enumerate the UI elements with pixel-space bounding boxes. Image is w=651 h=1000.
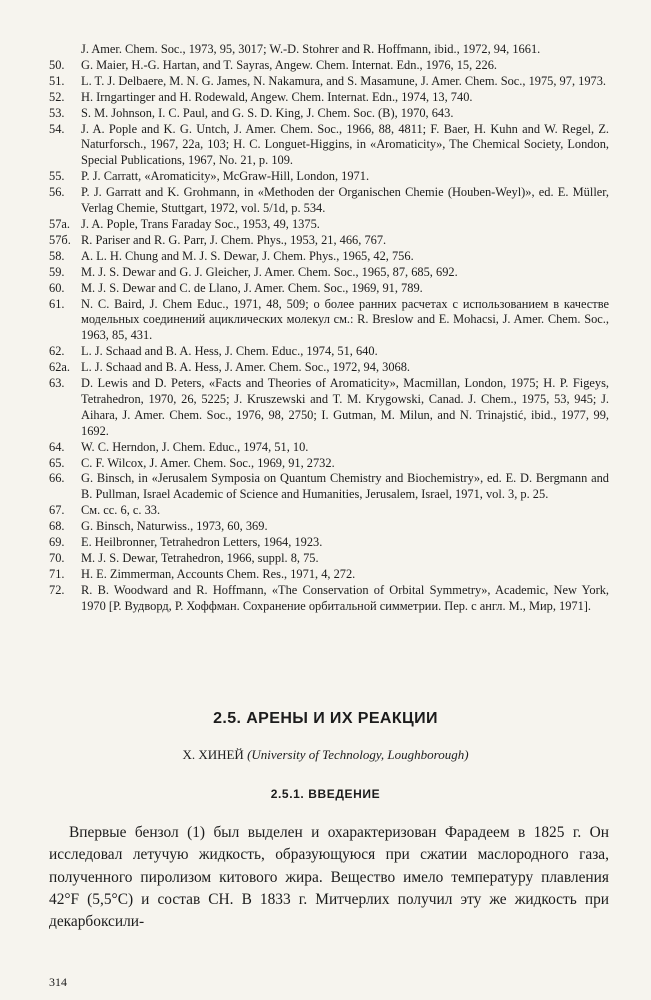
reference-number: 62.	[49, 344, 65, 359]
reference-text: H. E. Zimmerman, Accounts Chem. Res., 1971, 4, 272.	[81, 566, 356, 581]
reference-text: H. Irngartinger and H. Rodewald, Angew. Chem. Internat. Edn., 1974, 13, 740.	[81, 89, 473, 104]
reference-number	[49, 42, 81, 58]
reference-item	[49, 583, 609, 615]
reference-item	[49, 217, 609, 233]
reference-item	[49, 249, 609, 265]
reference-text: W. C. Herndon, J. Chem. Educ., 1974, 51, 10.	[81, 439, 309, 454]
reference-text: C. F. Wilcox, J. Amer. Chem. Soc., 1969, 91, 2732.	[81, 455, 335, 470]
reference-text: S. M. Johnson, I. C. Paul, and G. S. D. King, J. Chem. Soc. (B), 1970, 643.	[81, 105, 454, 120]
reference-item	[49, 471, 609, 503]
reference-item	[49, 185, 609, 217]
reference-number: 64.	[49, 439, 65, 454]
reference-number: 55.	[49, 169, 65, 184]
reference-text: G. Binsch, Naturwiss., 1973, 60, 369.	[81, 519, 268, 534]
reference-number: 50.	[49, 57, 65, 72]
section-title: 2.5. АРЕНЫ И ИХ РЕАКЦИИ	[213, 710, 438, 727]
reference-number: 60.	[49, 280, 65, 295]
reference-number: 54.	[49, 121, 65, 136]
reference-text: P. J. Garratt and K. Grohmann, in «Methoden der Organischen Chemie (Houben-Weyl)», ed. E. Müller, Verlag Chemie, Stuttgart, 1972, vol. 5/1d, p. 534.	[81, 185, 609, 216]
reference-text: M. J. S. Dewar and G. J. Gleicher, J. Amer. Chem. Soc., 1965, 87, 685, 692.	[81, 264, 458, 279]
author-line	[0, 747, 651, 763]
reference-number: 51.	[49, 73, 65, 88]
reference-text: L. J. Schaad and B. A. Hess, J. Chem. Educ., 1974, 51, 640.	[81, 344, 378, 359]
reference-list	[49, 42, 609, 615]
reference-item	[49, 106, 609, 122]
reference-text: G. Binsch, in «Jerusalem Symposia on Quantum Chemistry and Biochemistry», ed. E. D. Bergmann and B. Pullman, Israel Academic of Science and Humanities, Jerusalem, Israel, 1971, vol. 3, p. 25.	[81, 471, 609, 502]
reference-item	[49, 535, 609, 551]
reference-text: A. L. H. Chung and M. J. S. Dewar, J. Chem. Phys., 1965, 42, 756.	[81, 248, 414, 263]
reference-number: 57a.	[49, 216, 70, 231]
reference-item	[49, 122, 609, 170]
reference-number: 52.	[49, 89, 65, 104]
reference-number: 72.	[49, 582, 65, 597]
reference-item	[49, 360, 609, 376]
reference-item	[49, 440, 609, 456]
reference-number: 67.	[49, 503, 65, 518]
reference-number: 68.	[49, 519, 65, 534]
reference-text: См. сс. 6, с. 33.	[81, 503, 161, 518]
reference-number: 65.	[49, 455, 65, 470]
reference-item	[49, 376, 609, 440]
reference-item	[49, 58, 609, 74]
author-name: Х. ХИНЕЙ	[182, 747, 244, 762]
reference-text: M. J. S. Dewar and C. de Llano, J. Amer. Chem. Soc., 1969, 91, 789.	[81, 280, 423, 295]
reference-text: E. Heilbronner, Tetrahedron Letters, 1964, 1923.	[81, 535, 323, 550]
reference-text: R. B. Woodward and R. Hoffmann, «The Conservation of Orbital Symmetry», Academic, New York, 1970 [Р. Вудворд, Р. Хоффман. Сохранение орбитальной симметрии. Пер. с англ. М., Мир, 1971].	[81, 582, 609, 613]
reference-number: 62a.	[49, 360, 70, 375]
reference-text: J. Amer. Chem. Soc., 1973, 95, 3017; W.-D. Stohrer and R. Hoffmann, ibid., 1972, 94, 1661.	[81, 42, 541, 56]
reference-number: 56.	[49, 185, 65, 200]
reference-text: D. Lewis and D. Peters, «Facts and Theories of Aromaticity», Macmillan, London, 1975; H. P. Figeys, Tetrahedron, 1970, 26, 5225; J. Kruszewski and T. M. Krygowski, Canad. J. Chem., 1975, 53, 945; J. Aihara, J. Amer. Chem. Soc., 1976, 98, 2750; I. Gutman, M. Milun, and N. Trinajstić, ibid., 1977, 99, 1692.	[81, 376, 609, 438]
reference-item	[49, 503, 609, 519]
reference-item	[49, 456, 609, 472]
reference-number: 70.	[49, 551, 65, 565]
reference-item	[49, 169, 609, 185]
reference-item	[49, 344, 609, 360]
reference-item	[49, 551, 609, 567]
reference-number: 61.	[49, 296, 65, 311]
reference-number: 66.	[49, 471, 65, 486]
reference-number: 57б.	[49, 232, 71, 247]
page-number: 314	[49, 975, 67, 989]
reference-item	[49, 297, 609, 345]
reference-item	[49, 567, 609, 583]
reference-text: L. J. Schaad and B. A. Hess, J. Amer. Chem. Soc., 1972, 94, 3068.	[81, 360, 411, 375]
reference-number: 53.	[49, 105, 65, 120]
reference-item	[49, 90, 609, 106]
reference-number: 71.	[49, 566, 65, 581]
reference-item	[49, 265, 609, 281]
reference-text: J. A. Pople, Trans Faraday Soc., 1953, 49, 1375.	[81, 216, 320, 231]
reference-item	[49, 519, 609, 535]
reference-number: 59.	[49, 264, 65, 279]
reference-item	[49, 233, 609, 249]
reference-item	[49, 74, 609, 90]
subsection-title: 2.5.1. ВВЕДЕНИЕ	[270, 787, 381, 801]
reference-number: 69.	[49, 535, 65, 550]
intro-paragraph: Впервые бензол (1) был выделен и охарактеризован Фарадеем в 1825 г. Он исследовал летучую жидкость, образующуюся при сжатии маслородного газа, полученного пиролизом китового жира. Вещество имело температуру плавления 42°F (5,5°С) и состав СН. В 1833 г. Митчерлих получил эту же жидкость при декарбоксили-	[49, 824, 609, 931]
reference-text: R. Pariser and R. G. Parr, J. Chem. Phys., 1953, 21, 466, 767.	[81, 232, 387, 247]
reference-item	[49, 42, 609, 58]
reference-text: L. T. J. Delbaere, M. N. G. James, N. Nakamura, and S. Masamune, J. Amer. Chem. Soc., 1975, 97, 1973.	[81, 73, 607, 88]
reference-text: N. C. Baird, J. Chem Educ., 1971, 48, 509; о более ранних расчетах с использованием в качестве модельных соединений ациклических молекул см.: R. Breslow and E. Mohacsi, J. Amer. Chem. Soc., 1963, 85, 431.	[81, 296, 609, 343]
reference-text: M. J. S. Dewar, Tetrahedron, 1966, suppl. 8, 75.	[81, 551, 319, 565]
reference-item	[49, 281, 609, 297]
reference-number: 58.	[49, 248, 65, 263]
reference-text: G. Maier, H.-G. Hartan, and T. Sayras, Angew. Chem. Internat. Edn., 1976, 15, 226.	[81, 57, 497, 72]
author-affiliation: (University of Technology, Loughborough)	[247, 747, 469, 762]
reference-text: P. J. Carratt, «Aromaticity», McGraw-Hill, London, 1971.	[81, 169, 370, 184]
reference-text: J. A. Pople and K. G. Untch, J. Amer. Chem. Soc., 1966, 88, 4811; F. Baer, H. Kuhn and W. Regel, Z. Naturforsch., 1967, 22a, 103; H. C. Longuet-Higgins, in «Aromaticity», The Chemical Society, London, Special Publications, 1967, No. 21, p. 109.	[81, 121, 609, 168]
reference-number: 63.	[49, 376, 65, 391]
